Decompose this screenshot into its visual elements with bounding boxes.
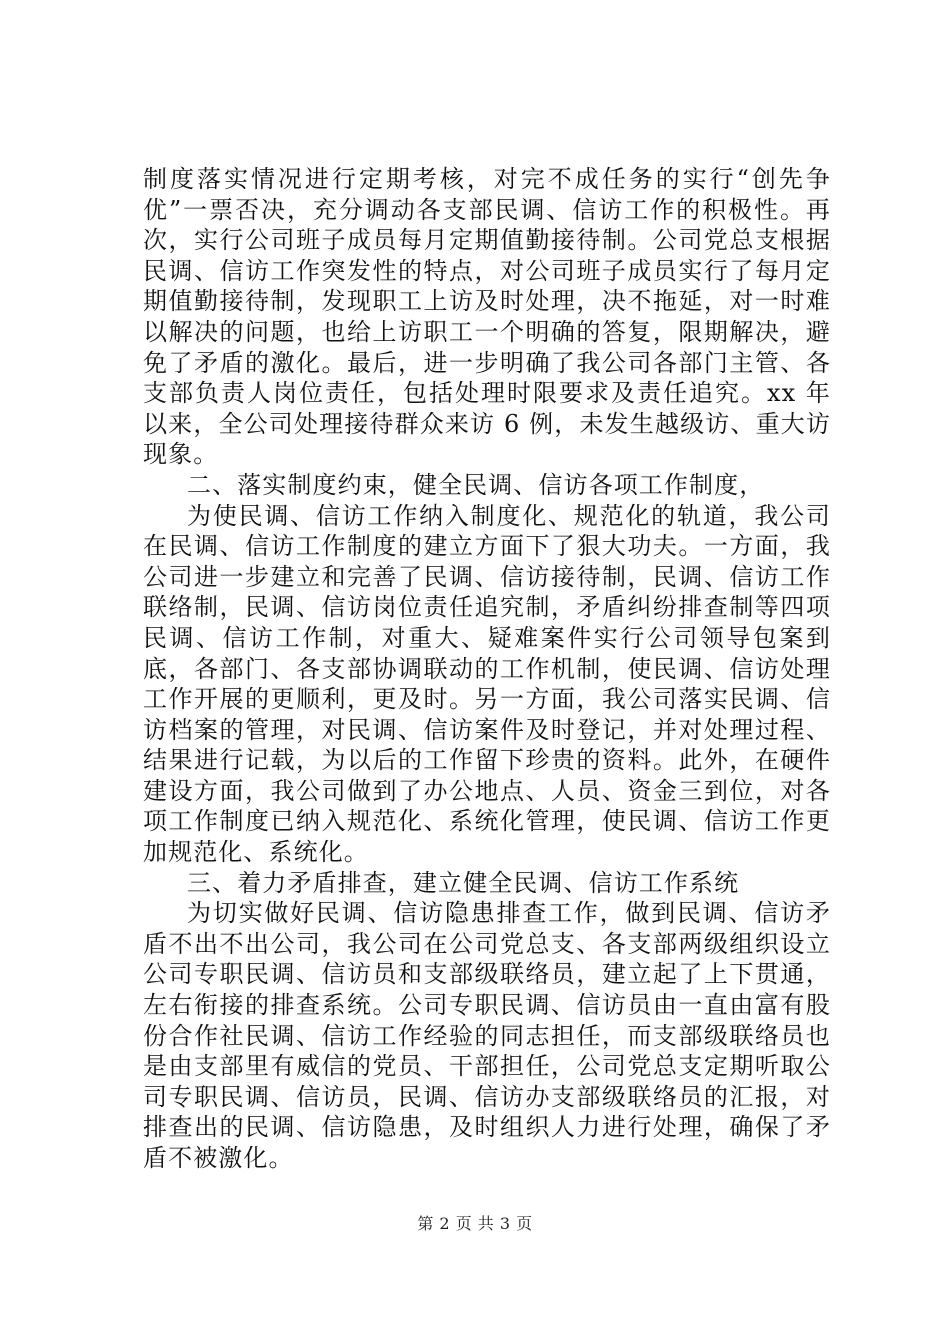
section-heading-3: 三、着力矛盾排查，建立健全民调、信访工作系统 — [187, 868, 740, 897]
page-number-footer: 第 2 页 共 3 页 — [417, 1214, 533, 1233]
paragraph-continuation: 制度落实情况进行定期考核，对完不成任务的实行“创先争优”一票否决，充分调动各支部民调、信访工作的积极性。再次，实行公司班子成员每月定期值勤接待制。公司党总支根据民调、信访工作突发性的特点，对公司班子成员实行了每月定期值勤接待制，发现职工上访及时处理，决不拖延，对一时难以解决的问题，也给上访职工一个明确的答复，限期解决，避免了矛盾的激化。最后，进一步明确了我公司各部门主管、各支部负责人岗位责任，包括处理时限要求及责任追究。xx 年以来，全公司处理接待群众来访 6 例，未发生越级访、重大访现象。 — [143, 165, 831, 469]
paragraph-section-3: 为切实做好民调、信访隐患排查工作，做到民调、信访矛盾不出不出公司，我公司在公司党总支、各支部两级组织设立公司专职民调、信访员和支部级联络员，建立起了上下贯通，左右衔接的排查系统。公司专职民调、信访员由一直由富有股份合作社民调、信访工作经验的同志担任，而支部级联络员也是由支部里有威信的党员、干部担任，公司党总支定期听取公司专职民调、信访员，民调、信访办支部级联络员的汇报，对排查出的民调、信访隐患，及时组织人力进行处理，确保了矛盾不被激化。 — [143, 899, 831, 1172]
document-body — [143, 164, 831, 1174]
paragraph-section-2: 为使民调、信访工作纳入制度化、规范化的轨道，我公司在民调、信访工作制度的建立方面下了狠大功夫。一方面，我公司进一步建立和完善了民调、信访接待制，民调、信访工作联络制，民调、信访岗位责任追究制，矛盾纠纷排查制等四项民调、信访工作制，对重大、疑难案件实行公司领导包案到底，各部门、各支部协调联动的工作机制，使民调、信访处理工作开展的更顺利，更及时。另一方面，我公司落实民调、信访档案的管理，对民调、信访案件及时登记，并对处理过程、结果进行记载，为以后的工作留下珍贵的资料。此外，在硬件建设方面，我公司做到了办公地点、人员、资金三到位，对各项工作制度已纳入规范化、系统化管理，使民调、信访工作更加规范化、系统化。 — [143, 501, 831, 867]
section-heading-2: 二、落实制度约束，健全民调、信访各项工作制度， — [187, 470, 765, 499]
